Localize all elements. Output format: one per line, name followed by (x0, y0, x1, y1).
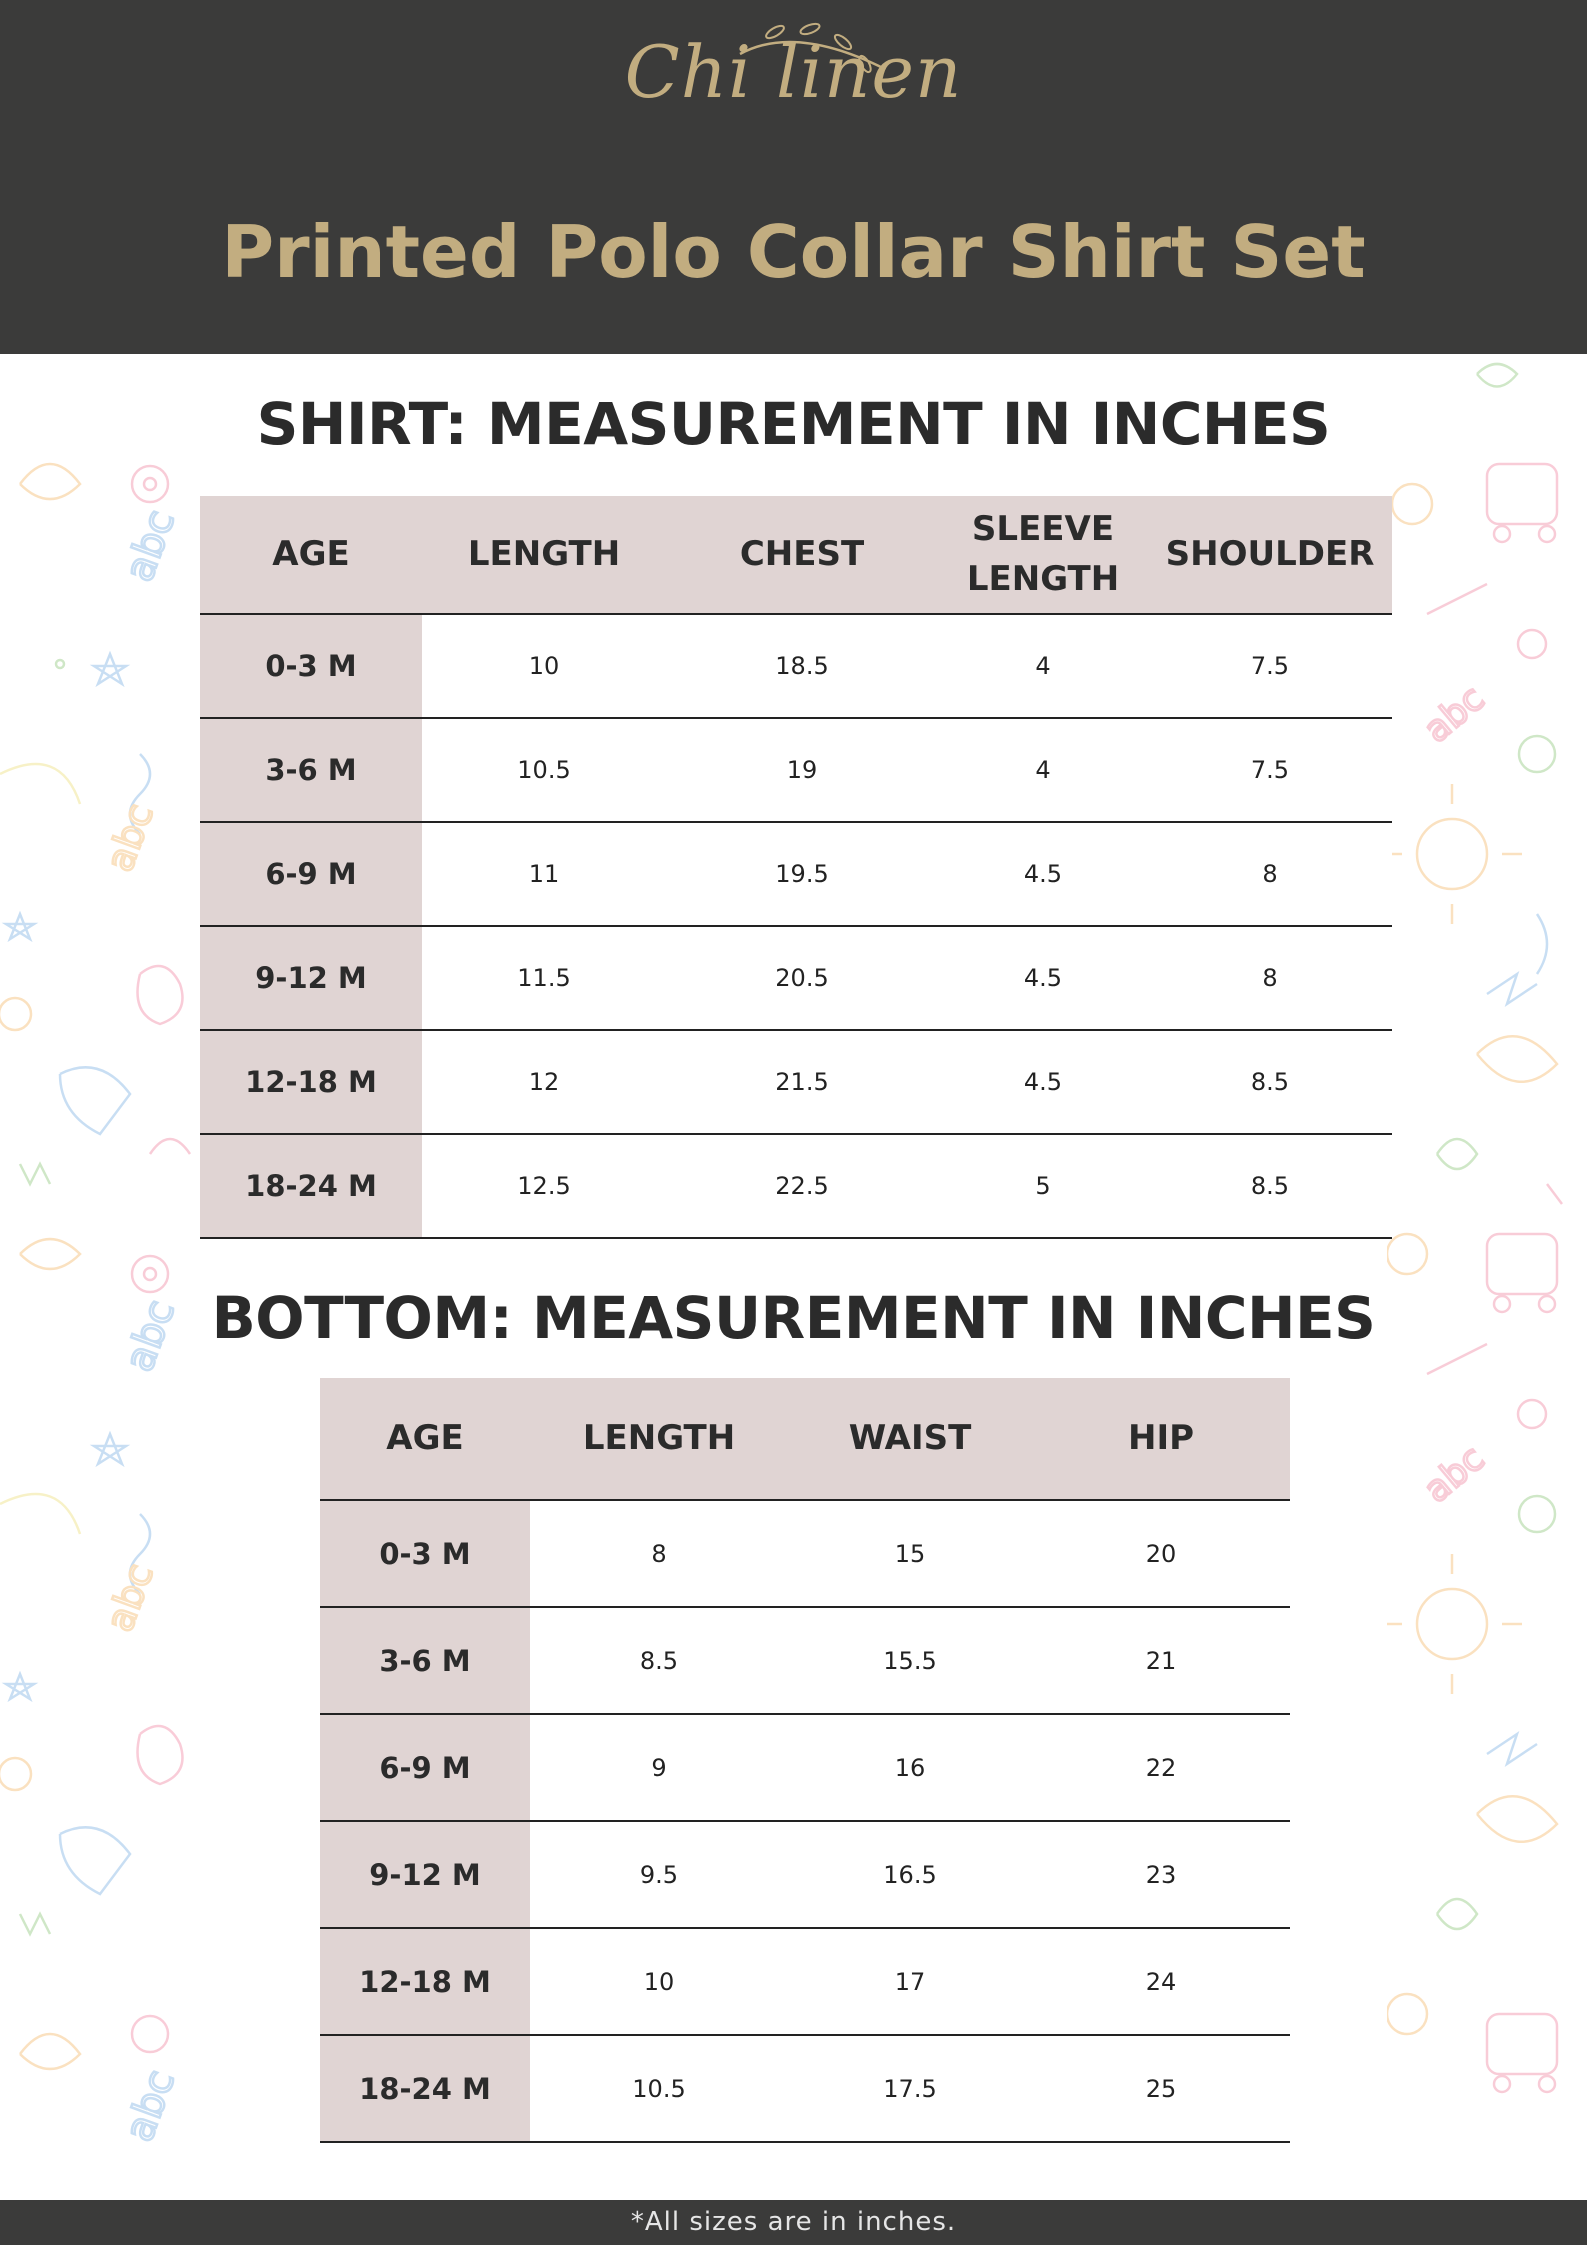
waist-cell: 16.5 (788, 1821, 1032, 1928)
column-header-length: LENGTH (422, 496, 666, 614)
waist-cell: 15 (788, 1500, 1032, 1607)
length-cell: 9.5 (530, 1821, 788, 1928)
svg-text:abc: abc (116, 504, 184, 588)
sleeve-length-cell: 4 (938, 718, 1148, 822)
shoulder-cell: 8 (1148, 926, 1392, 1030)
table-header-row (320, 1378, 1290, 1500)
length-cell: 12.5 (422, 1134, 666, 1238)
shirt-size-table (200, 496, 1392, 1239)
sleeve-length-cell: 4.5 (938, 926, 1148, 1030)
length-cell: 10.5 (422, 718, 666, 822)
sleeve-length-cell: 5 (938, 1134, 1148, 1238)
svg-text:abc: abc (97, 1557, 162, 1638)
age-cell: 0-3 M (320, 1500, 530, 1607)
age-cell: 9-12 M (200, 926, 422, 1030)
chest-cell: 18.5 (666, 614, 938, 718)
table-row (320, 1821, 1290, 1928)
column-header-length: LENGTH (530, 1378, 788, 1500)
shoulder-cell: 7.5 (1148, 614, 1392, 718)
shoulder-cell: 8.5 (1148, 1030, 1392, 1134)
hip-cell: 24 (1032, 1928, 1290, 2035)
chest-cell: 21.5 (666, 1030, 938, 1134)
right-doodle-pattern (1387, 354, 1587, 2200)
column-header-waist: WAIST (788, 1378, 1032, 1500)
svg-text:abc: abc (1416, 1437, 1493, 1511)
waist-cell: 17 (788, 1928, 1032, 2035)
header-banner (0, 0, 1587, 354)
table-row (320, 1500, 1290, 1607)
age-cell: 3-6 M (200, 718, 422, 822)
waist-cell: 17.5 (788, 2035, 1032, 2142)
age-cell: 18-24 M (320, 2035, 530, 2142)
chest-cell: 22.5 (666, 1134, 938, 1238)
table-row (200, 1134, 1392, 1238)
shirt-section-title: SHIRT: MEASUREMENT IN INCHES (256, 390, 1331, 458)
table-row (200, 1030, 1392, 1134)
column-header-shoulder: SHOULDER (1148, 496, 1392, 614)
table-header-row (200, 496, 1392, 614)
hip-cell: 21 (1032, 1607, 1290, 1714)
length-cell: 12 (422, 1030, 666, 1134)
age-cell: 6-9 M (320, 1714, 530, 1821)
svg-text:abc: abc (97, 797, 162, 878)
waist-cell: 16 (788, 1714, 1032, 1821)
svg-text:abc: abc (116, 2064, 184, 2148)
hip-cell: 20 (1032, 1500, 1290, 1607)
table-row (320, 1928, 1290, 2035)
hip-cell: 25 (1032, 2035, 1290, 2142)
footer-note: *All sizes are in inches. (630, 2207, 957, 2237)
table-row (320, 1714, 1290, 1821)
waist-cell: 15.5 (788, 1607, 1032, 1714)
column-header-sleeve-length (938, 496, 1148, 614)
table-row (200, 718, 1392, 822)
age-cell: 12-18 M (200, 1030, 422, 1134)
chest-cell: 19 (666, 718, 938, 822)
svg-text:abc: abc (1416, 677, 1493, 751)
page-title: Printed Polo Collar Shirt Set (221, 210, 1366, 294)
length-cell: 8.5 (530, 1607, 788, 1714)
chest-cell: 19.5 (666, 822, 938, 926)
column-header-age: AGE (200, 496, 422, 614)
length-cell: 8 (530, 1500, 788, 1607)
column-header-chest: CHEST (666, 496, 938, 614)
table-row (200, 926, 1392, 1030)
length-cell: 11 (422, 822, 666, 926)
column-header-age: AGE (320, 1378, 530, 1500)
shoulder-cell: 7.5 (1148, 718, 1392, 822)
length-cell: 10 (422, 614, 666, 718)
age-cell: 18-24 M (200, 1134, 422, 1238)
hip-cell: 22 (1032, 1714, 1290, 1821)
table-row (320, 1607, 1290, 1714)
length-cell: 10 (530, 1928, 788, 2035)
chest-cell: 20.5 (666, 926, 938, 1030)
age-cell: 0-3 M (200, 614, 422, 718)
footer-bar (0, 2200, 1587, 2245)
shoulder-cell: 8 (1148, 822, 1392, 926)
sleeve-length-cell: 4.5 (938, 1030, 1148, 1134)
svg-text:abc: abc (116, 1294, 184, 1378)
table-row (320, 2035, 1290, 2142)
shoulder-cell: 8.5 (1148, 1134, 1392, 1238)
bottom-section-title: BOTTOM: MEASUREMENT IN INCHES (211, 1284, 1376, 1352)
brand-logo: Chi linen (624, 30, 963, 114)
table-row (200, 614, 1392, 718)
age-cell: 9-12 M (320, 1821, 530, 1928)
length-cell: 10.5 (530, 2035, 788, 2142)
age-cell: 12-18 M (320, 1928, 530, 2035)
length-cell: 9 (530, 1714, 788, 1821)
column-header-hip: HIP (1032, 1378, 1290, 1500)
sleeve-length-label: SLEEVE LENGTH (966, 509, 1120, 599)
length-cell: 11.5 (422, 926, 666, 1030)
sleeve-length-cell: 4.5 (938, 822, 1148, 926)
sleeve-length-cell: 4 (938, 614, 1148, 718)
left-doodle-pattern (0, 354, 200, 2200)
hip-cell: 23 (1032, 1821, 1290, 1928)
age-cell: 3-6 M (320, 1607, 530, 1714)
age-cell: 6-9 M (200, 822, 422, 926)
bottom-size-table (320, 1378, 1290, 2143)
table-row (200, 822, 1392, 926)
